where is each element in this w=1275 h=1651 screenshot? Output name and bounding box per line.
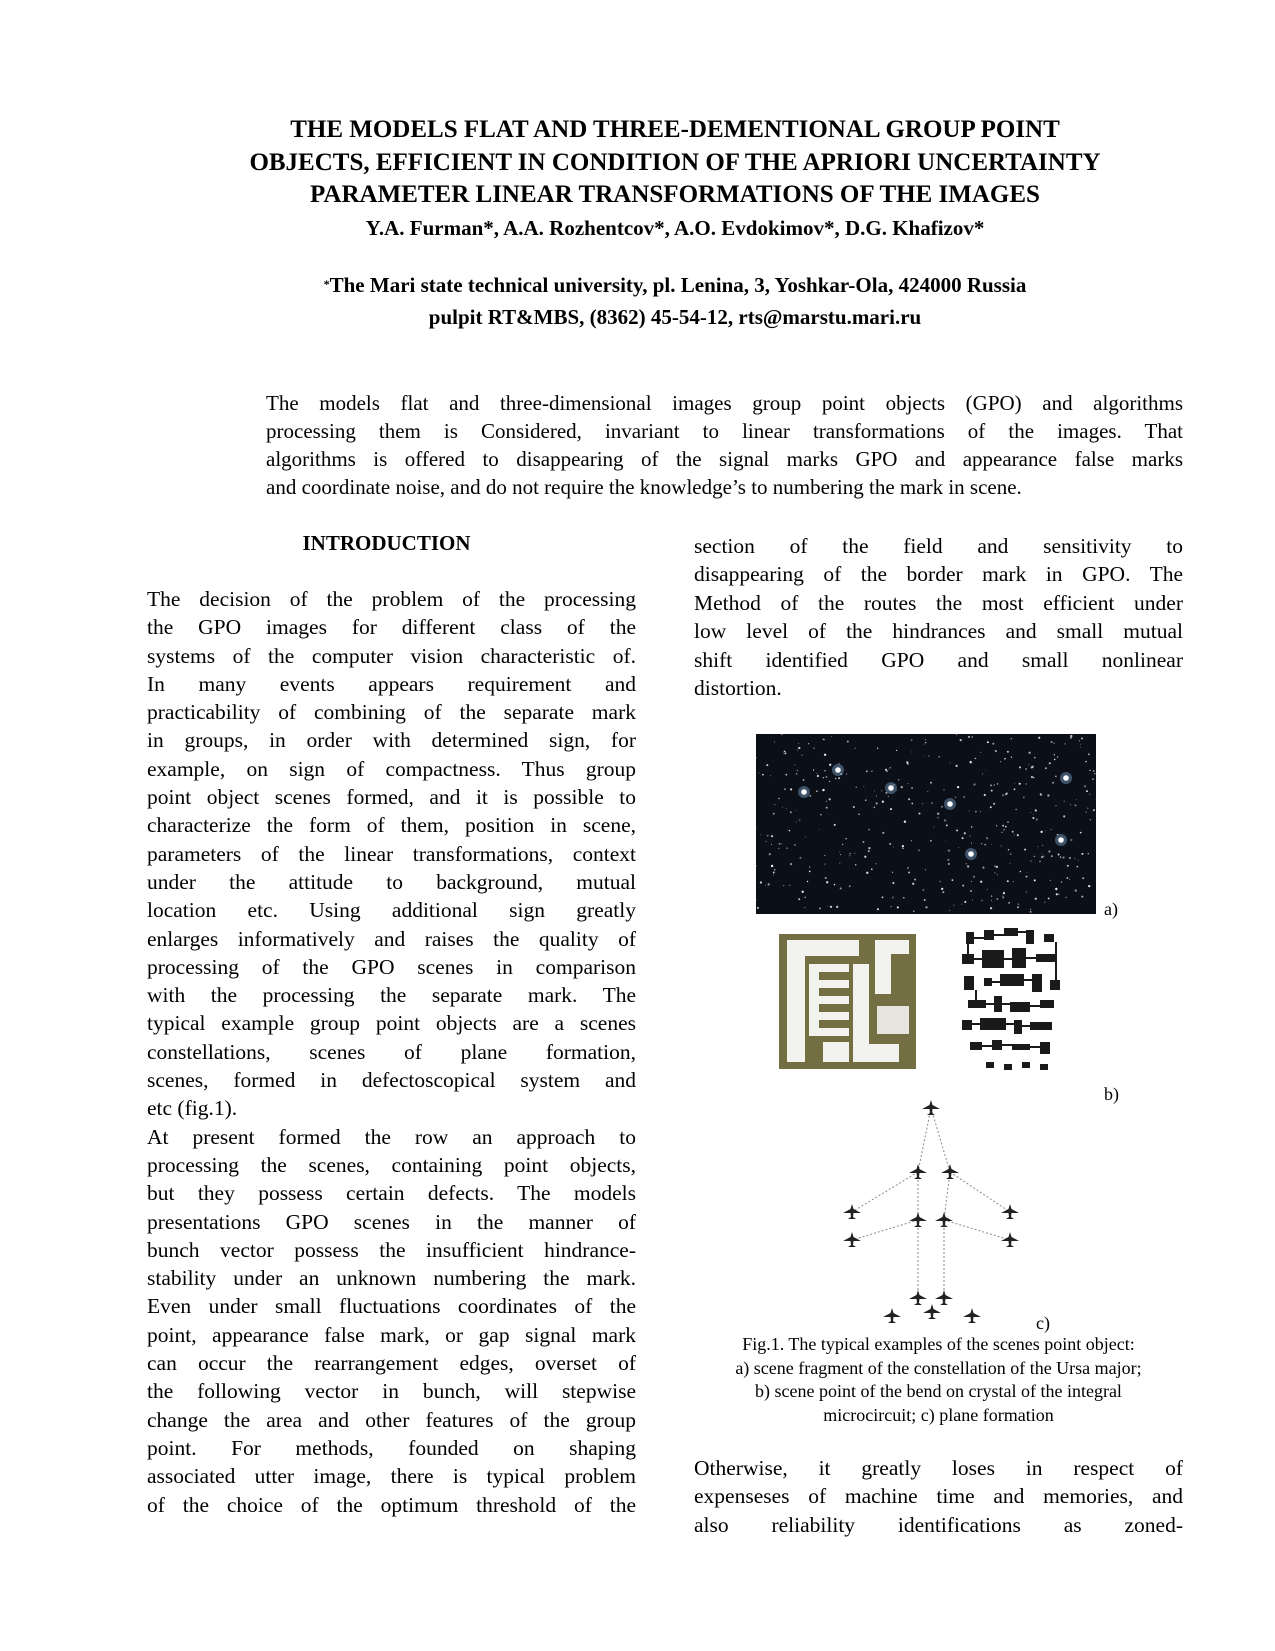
- starfield-graphic: [756, 734, 1096, 914]
- figure-c-plane-formation: [826, 1094, 1036, 1326]
- airplane-icon: [909, 1212, 927, 1227]
- airplane-icon: [941, 1164, 959, 1179]
- body-line: processing the scenes, containing point objects,: [147, 1152, 636, 1177]
- figure-label-b: b): [1104, 1084, 1119, 1104]
- body-line: scenes, formed in defectoscopical system and: [147, 1068, 636, 1093]
- body-line: practicability of combining of the separate mark: [147, 700, 636, 725]
- body-line: in groups, in order with determined sign, for: [147, 728, 636, 753]
- body-line: At present formed the row an approach to: [147, 1124, 636, 1149]
- formation-link: [918, 1108, 931, 1172]
- figure-caption: [694, 1333, 1183, 1427]
- abstract-line: algorithms is offered to disappearing of the signal marks GPO and appearance false marks: [266, 447, 1183, 471]
- body-line: distortion.: [694, 676, 782, 701]
- body-line: expenseses of machine time and memories, and: [694, 1484, 1183, 1509]
- caption-line: Fig.1. The typical examples of the scenes point object:: [742, 1334, 1135, 1354]
- airplane-icon: [935, 1290, 953, 1305]
- body-line: parameters of the linear transformations, context: [147, 841, 636, 866]
- body-line: the following vector in bunch, will stepwise: [147, 1379, 636, 1404]
- airplane-icon: [963, 1308, 981, 1323]
- body-line: presentations GPO scenes in the manner of: [147, 1209, 636, 1234]
- figure-b-microcircuit-image-right: [956, 924, 1071, 1076]
- body-line: of the choice of the optimum threshold of the: [147, 1492, 636, 1517]
- body-line: etc (fig.1).: [147, 1096, 238, 1121]
- affiliation-line-2: pulpit RT&MBS, (8362) 45-54-12, rts@marstu.mari.ru: [428, 305, 922, 329]
- affiliation: [140, 271, 1210, 332]
- body-line: under the attitude to background, mutual: [147, 869, 636, 894]
- body-line: point. For methods, founded on shaping: [147, 1435, 636, 1460]
- body-line: also reliability identifications as zoned-: [694, 1512, 1183, 1537]
- section-heading: INTRODUCTION: [302, 531, 471, 555]
- body-line: typical example group point objects are a scenes: [147, 1011, 636, 1036]
- caption-line: b) scene point of the bend on crystal of the integral: [755, 1381, 1122, 1401]
- body-line: the GPO images for different class of the: [147, 615, 636, 640]
- body-line: can occur the rearrangement edges, overset of: [147, 1351, 636, 1376]
- authors: Y.A. Furman*, A.A. Rozhentcov*, A.O. Evdokimov*, D.G. Khafizov*: [365, 216, 985, 240]
- abstract-line: and coordinate noise, and do not require the knowledge’s to numbering the mark in scene.: [266, 475, 1022, 499]
- affiliation-marker: *: [323, 277, 330, 291]
- abstract-line: The models flat and three-dimensional images group point objects (GPO) and algorithms: [266, 391, 1183, 415]
- body-line: change the area and other features of the group: [147, 1407, 636, 1432]
- body-line: associated utter image, there is typical problem: [147, 1464, 636, 1489]
- formation-link: [852, 1220, 918, 1240]
- title-line: OBJECTS, EFFICIENT IN CONDITION OF THE APRIORI UNCERTAINTY: [249, 148, 1101, 176]
- airplane-icon: [909, 1290, 927, 1305]
- body-line: Otherwise, it greatly loses in respect of: [694, 1456, 1183, 1480]
- body-line: point, appearance false mark, or gap signal mark: [147, 1322, 636, 1347]
- formation-link: [931, 1108, 950, 1172]
- abstract: [266, 389, 1183, 501]
- paper-title: [140, 114, 1210, 212]
- title-line: THE MODELS FLAT AND THREE-DEMENTIONAL GROUP POINT: [290, 116, 1060, 143]
- right-column-top: [694, 532, 1183, 702]
- body-line: Even under small fluctuations coordinates of the: [147, 1294, 636, 1319]
- body-line: shift identified GPO and small nonlinear: [694, 647, 1183, 672]
- title-line: PARAMETER LINEAR TRANSFORMATIONS OF THE IMAGES: [310, 181, 1040, 208]
- body-line: characterize the form of them, position in scene,: [147, 813, 636, 838]
- body-line: enlarges informatively and raises the quality of: [147, 926, 636, 951]
- body-line: disappearing of the border mark in GPO. The: [694, 562, 1183, 587]
- body-line: point object scenes formed, and it is possible to: [147, 785, 636, 810]
- body-line: low level of the hindrances and small mutual: [694, 619, 1183, 644]
- airplane-icon: [843, 1204, 861, 1219]
- caption-line: microcircuit; c) plane formation: [823, 1404, 1054, 1425]
- affiliation-text: The Mari state technical university, pl. Lenina, 3, Yoshkar-Ola, 424000 Russia: [329, 273, 1027, 297]
- figure-label-c: c): [1036, 1313, 1050, 1333]
- airplane-icon: [1001, 1232, 1019, 1247]
- formation-link: [950, 1172, 1010, 1212]
- airplane-icon: [935, 1212, 953, 1227]
- body-line: but they possess certain defects. The models: [147, 1181, 636, 1206]
- airplane-icon: [922, 1100, 940, 1115]
- body-line: The decision of the problem of the processing: [147, 587, 636, 611]
- abstract-line: processing them is Considered, invariant to linear transformations of the images. That: [266, 419, 1183, 443]
- airplane-icon: [843, 1232, 861, 1247]
- formation-link: [944, 1172, 950, 1220]
- body-line: Method of the routes the most efficient under: [694, 590, 1183, 615]
- left-column-body: [147, 585, 636, 1519]
- body-line: constellations, scenes of plane formation,: [147, 1039, 636, 1064]
- body-line: In many events appears requirement and: [147, 671, 636, 696]
- formation-link: [852, 1172, 918, 1212]
- left-column: [147, 529, 636, 1519]
- airplane-icon: [1001, 1204, 1019, 1219]
- body-line: section of the field and sensitivity to: [694, 534, 1183, 558]
- body-line: processing of the GPO scenes in comparison: [147, 954, 636, 979]
- right-column-bottom: [694, 1454, 1183, 1539]
- body-line: location etc. Using additional sign greatly: [147, 898, 636, 923]
- body-line: stability under an unknown numbering the mark.: [147, 1266, 636, 1291]
- caption-line: a) scene fragment of the constellation of the Ursa major;: [735, 1357, 1142, 1378]
- figure-label-a: a): [1104, 899, 1118, 919]
- figure-a-constellation-image: [756, 734, 1096, 914]
- airplane-icon: [923, 1304, 941, 1319]
- body-line: example, on sign of compactness. Thus group: [147, 756, 636, 781]
- plane-formation-graphic: [826, 1094, 1036, 1326]
- airplane-icon: [883, 1308, 901, 1323]
- affiliation-line-1: [140, 271, 1210, 303]
- figure-b-microcircuit-image-left: [779, 934, 916, 1069]
- body-line: bunch vector possess the insufficient hindrance-: [147, 1237, 636, 1262]
- body-line: with the processing the separate mark. The: [147, 983, 636, 1008]
- formation-link: [944, 1220, 1010, 1240]
- airplane-icon: [909, 1164, 927, 1179]
- body-line: systems of the computer vision characteristic of.: [147, 643, 636, 668]
